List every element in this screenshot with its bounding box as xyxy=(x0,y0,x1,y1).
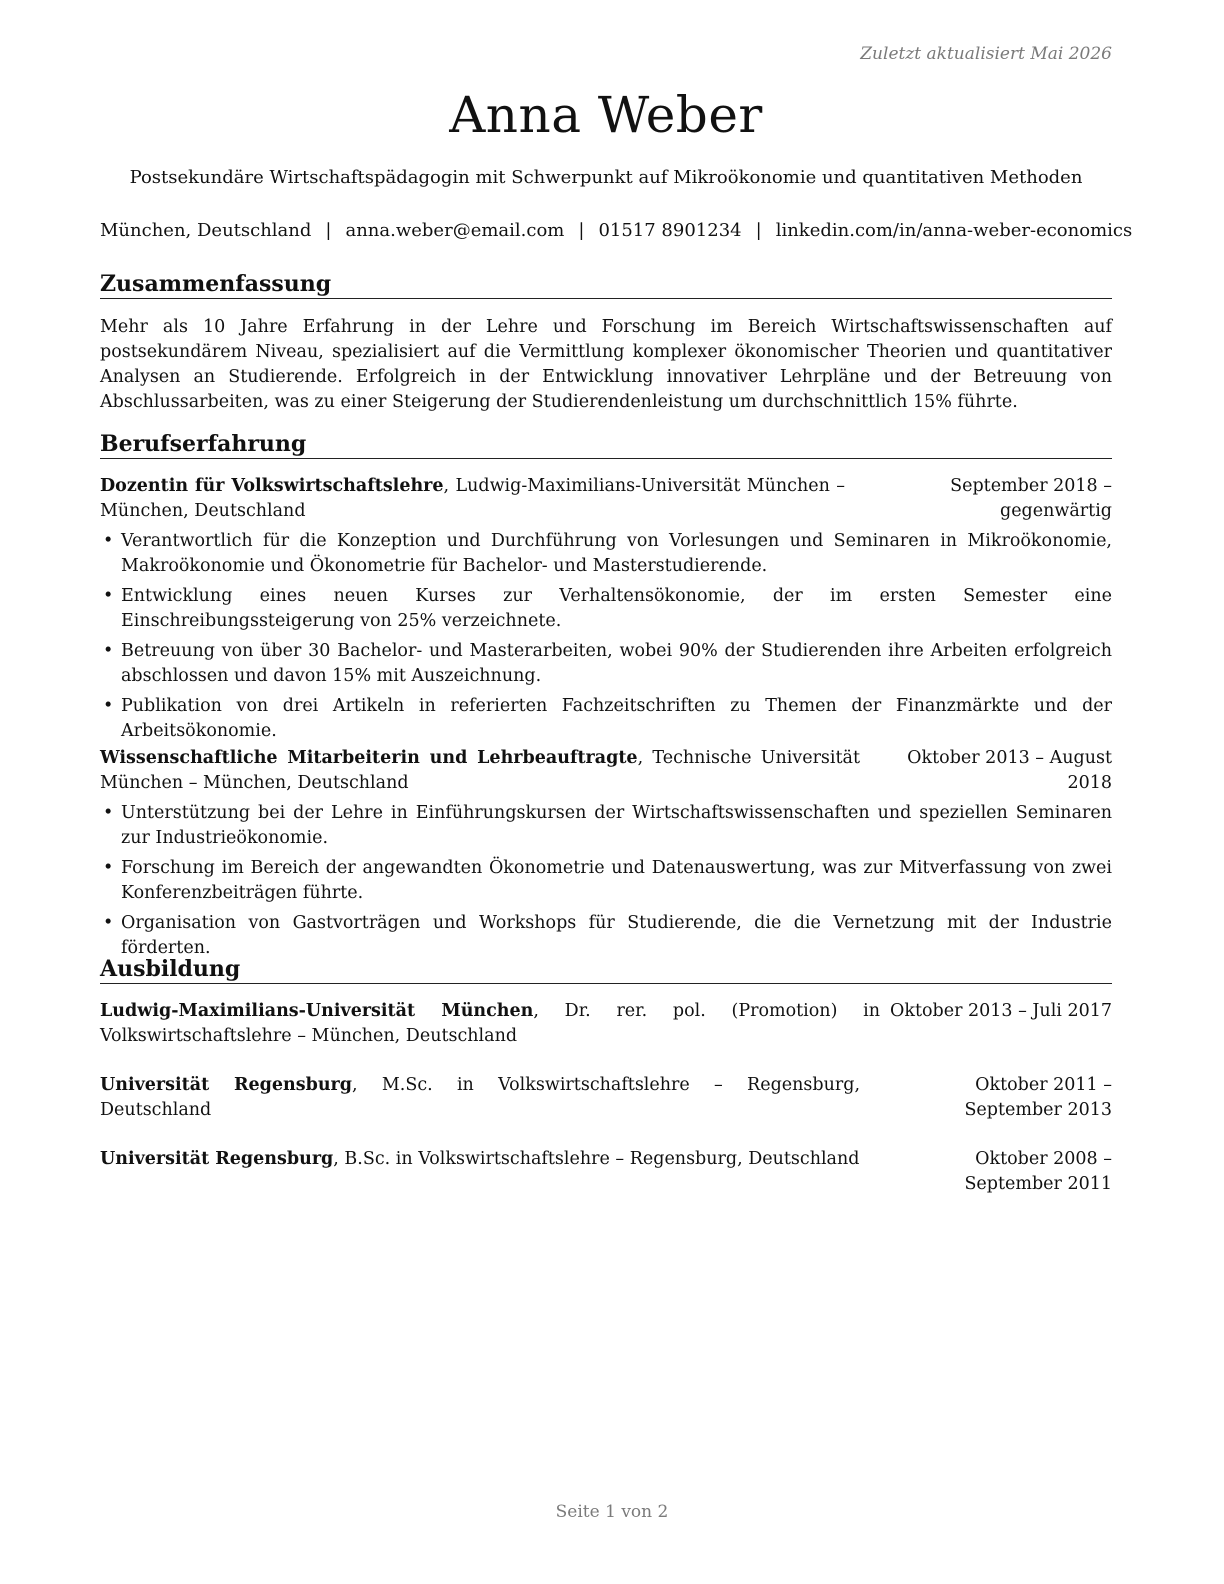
list-item: • Verantwortlich für die Konzeption und Durchführung von Vorlesungen und Seminaren in Mikroökonomie, Makroökonomie und Ökonometrie für Bachelor- und Masterstudierende. xyxy=(103,531,1112,576)
bullet-icon: • xyxy=(103,803,114,823)
contact-separator: | xyxy=(755,220,762,241)
job-details: , Technische Universität München – München, Deutschland xyxy=(100,748,861,793)
bullet-icon: • xyxy=(103,858,114,878)
headline: Postsekundäre Wirtschaftspädagogin mit Schwerpunkt auf Mikroökonomie und quantitativen Methoden xyxy=(129,167,1083,188)
education-dates: Oktober 2011 – September 2013 xyxy=(964,1075,1112,1120)
summary-text: Mehr als 10 Jahre Erfahrung in der Lehre und Forschung im Bereich Wirtschaftswissenschaften auf postsekundärem Niveau, spezialisiert auf die Vermittlung komplexer ökonomischer Theorien und quantitativer Analysen an Studierende. Erfolgreich in der Entwicklung innovativer Lehrpläne und der Betreuung von Abschlussarbeiten, was zu einer Steigerung der Studierendenleistung um durchschnittlich 15% führte. xyxy=(100,317,1112,412)
job-bullets xyxy=(100,529,1112,749)
education-school: Universität Regensburg xyxy=(100,1149,334,1169)
last-updated-note: Zuletzt aktualisiert Mai 2026 xyxy=(860,44,1112,64)
contact-separator: | xyxy=(325,220,332,241)
education-dates: Oktober 2008 – September 2011 xyxy=(964,1149,1112,1194)
education-title-line xyxy=(100,1147,860,1172)
job-header xyxy=(100,746,1112,796)
education-entry xyxy=(100,1147,1112,1197)
contact-location: München, Deutschland xyxy=(100,220,312,241)
education-dates: Oktober 2013 – Juli 2017 xyxy=(890,1001,1112,1021)
job-title-line xyxy=(100,474,845,524)
job-details: , Ludwig-Maximilians-Universität München – München, Deutschland xyxy=(100,476,845,521)
education-school: Ludwig-Maximilians-Universität München xyxy=(100,1001,534,1021)
section-title-education: Ausbildung xyxy=(100,956,1112,984)
education-title-line xyxy=(100,1073,860,1123)
contact-separator: | xyxy=(578,220,585,241)
contact-linkedin[interactable]: linkedin.com/in/anna-weber-economics xyxy=(775,220,1133,241)
list-item: • Forschung im Bereich der angewandten Ökonometrie und Datenauswertung, was zur Mitverfassung von zwei Konferenzbeiträgen führte. xyxy=(103,858,1112,903)
page-number: Seite 1 von 2 xyxy=(555,1502,669,1522)
education-school: Universität Regensburg xyxy=(100,1075,353,1095)
list-item: • Entwicklung eines neuen Kurses zur Verhaltensökonomie, der im ersten Semester eine Einschreibungssteigerung von 25% verzeichnete. xyxy=(103,586,1112,631)
bullet-icon: • xyxy=(103,913,114,933)
bullet-icon: • xyxy=(103,586,114,606)
list-item: • Organisation von Gastvorträgen und Workshops für Studierende, die die Vernetzung mit der Industrie förderten. xyxy=(103,913,1112,958)
list-item: • Betreuung von über 30 Bachelor- und Masterarbeiten, wobei 90% der Studierenden ihre Arbeiten erfolgreich abschlossen und davon 15% mit Auszeichnung. xyxy=(103,641,1112,686)
contact-email[interactable]: anna.weber@email.com xyxy=(345,220,565,241)
education-entry xyxy=(100,1073,1112,1123)
bullet-icon: • xyxy=(103,531,114,551)
job-dates: September 2018 – gegenwärtig xyxy=(950,476,1112,521)
education-details: , Dr. rer. pol. (Promotion) in Volkswirtschaftslehre – München, Deutschland xyxy=(100,1001,881,1046)
section-title-summary: Zusammenfassung xyxy=(100,271,1112,299)
education-details: , B.Sc. in Volkswirtschaftslehre – Regensburg, Deutschland xyxy=(333,1149,860,1169)
candidate-name: Anna Weber xyxy=(449,86,763,144)
education-entry xyxy=(100,999,1112,1049)
list-item: • Publikation von drei Artikeln in referierten Fachzeitschriften zu Themen der Finanzmärkte und der Arbeitsökonomie. xyxy=(103,696,1112,741)
job-dates: Oktober 2013 – August 2018 xyxy=(907,748,1112,793)
job-header xyxy=(100,474,1112,524)
job-role: Dozentin für Volkswirtschaftslehre xyxy=(100,476,444,496)
job-title-line xyxy=(100,746,860,796)
list-item: • Unterstützung bei der Lehre in Einführungskursen der Wirtschaftswissenschaften und speziellen Seminaren zur Industrieökonomie. xyxy=(103,803,1112,848)
job-role: Wissenschaftliche Mitarbeiterin und Lehrbeauftragte xyxy=(100,748,638,768)
contact-line xyxy=(100,220,1133,241)
education-title-line xyxy=(100,999,880,1049)
contact-phone: 01517 8901234 xyxy=(598,220,742,241)
section-title-experience: Berufserfahrung xyxy=(100,431,1112,459)
job-bullets xyxy=(100,801,1112,966)
bullet-icon: • xyxy=(103,641,114,661)
education-details: , M.Sc. in Volkswirtschaftslehre – Regensburg, Deutschland xyxy=(100,1075,861,1120)
bullet-icon: • xyxy=(103,696,114,716)
